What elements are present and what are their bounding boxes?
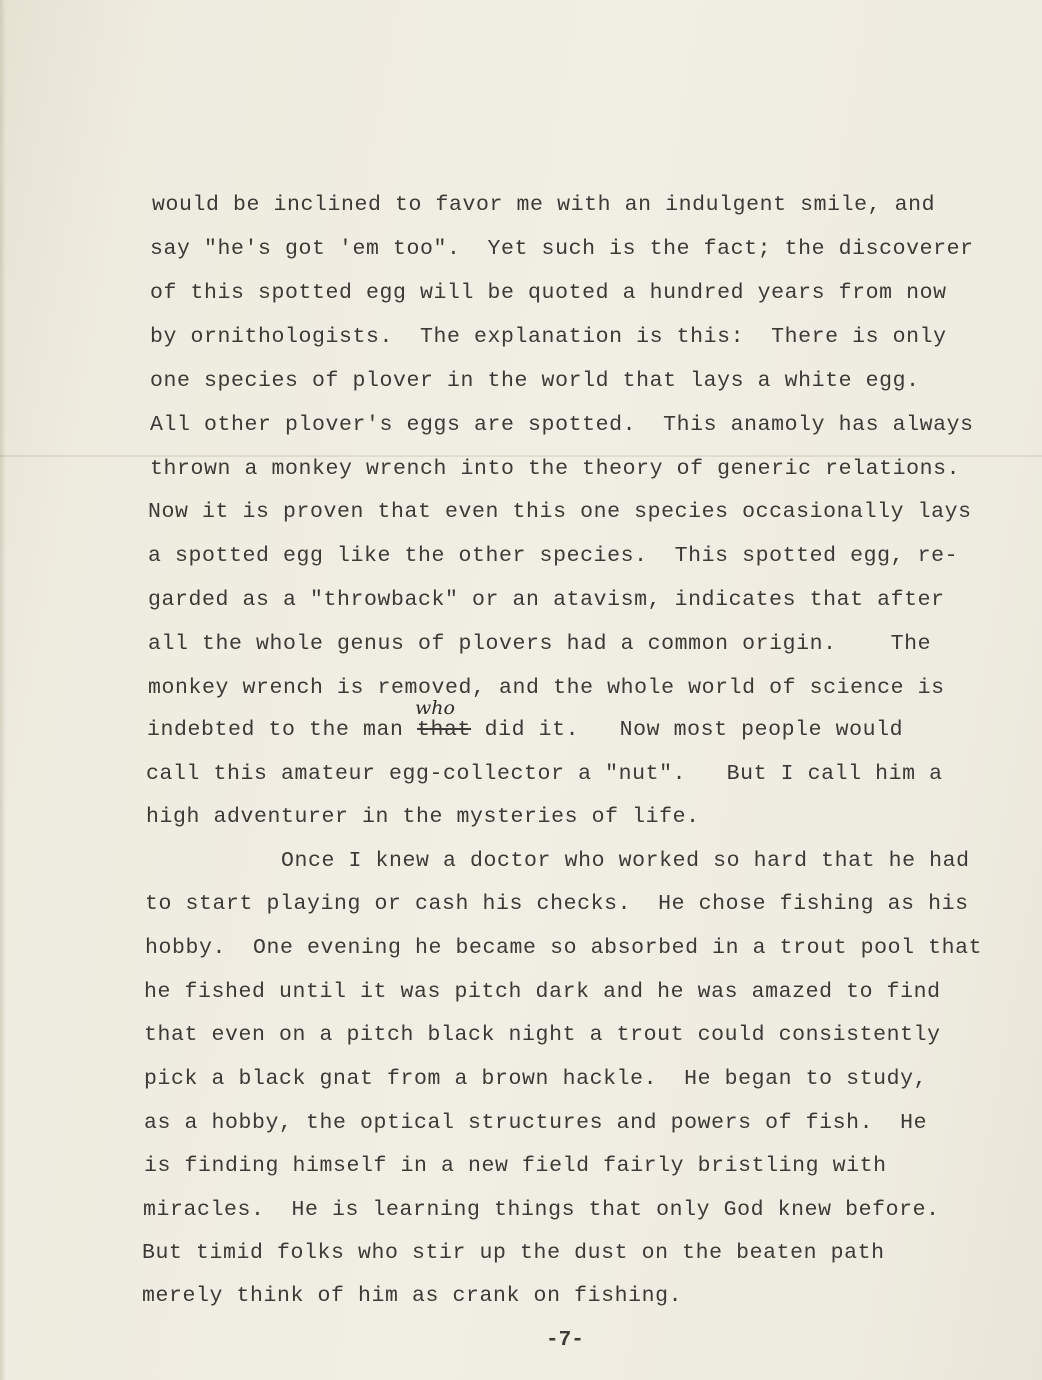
- text-line-12: monkey wrench is removed, and the whole world of science is: [148, 676, 945, 700]
- corrected-line-before: indebted to the man: [147, 718, 418, 742]
- struck-word-text: that: [417, 718, 472, 742]
- text-line-25: But timid folks who stir up the dust on the beaten path: [142, 1241, 885, 1265]
- text-line-10: garded as a "throwback" or an atavism, indicates that after: [148, 588, 945, 612]
- paper-edge-shadow: [0, 0, 6, 1380]
- text-line-26: merely think of him as crank on fishing.: [142, 1284, 683, 1308]
- corrected-line-after: did it. Now most people would: [471, 718, 904, 742]
- text-line-19: he fished until it was pitch dark and he was amazed to find: [144, 980, 941, 1004]
- text-line-8: Now it is proven that even this one species occasionally lays: [148, 500, 972, 524]
- struck-word: [415, 697, 472, 743]
- text-line-4: by ornithologists. The explanation is this: There is only: [150, 325, 947, 349]
- text-line-5: one species of plover in the world that lays a white egg.: [150, 369, 920, 393]
- text-line-16: Once I knew a doctor who worked so hard that he had: [146, 849, 970, 873]
- text-line-21: pick a black gnat from a brown hackle. He began to study,: [144, 1067, 928, 1091]
- text-line-15: high adventurer in the mysteries of life.: [146, 805, 700, 829]
- text-line-7: thrown a monkey wrench into the theory of generic relations.: [150, 457, 961, 481]
- text-line-3: of this spotted egg will be quoted a hundred years from now: [150, 281, 947, 305]
- text-line-14: call this amateur egg-collector a "nut". But I call him a: [146, 762, 943, 786]
- text-line-2: say "he's got 'em too". Yet such is the fact; the discoverer: [150, 237, 974, 261]
- text-line-13-corrected: [147, 697, 904, 743]
- text-line-22: as a hobby, the optical structures and powers of fish. He: [144, 1111, 928, 1135]
- text-line-23: is finding himself in a new field fairly bristling with: [144, 1154, 887, 1178]
- text-line-20: that even on a pitch black night a trout could consistently: [144, 1023, 941, 1047]
- text-line-9: a spotted egg like the other species. This spotted egg, re-: [148, 544, 959, 568]
- text-line-1: would be inclined to favor me with an indulgent smile, and: [152, 193, 936, 217]
- page-number: -7-: [546, 1329, 584, 1352]
- text-line-18: hobby. One evening he became so absorbed in a trout pool that: [145, 936, 983, 960]
- text-line-17: to start playing or cash his checks. He chose fishing as his: [145, 892, 969, 916]
- text-line-11: all the whole genus of plovers had a common origin. The: [148, 632, 932, 656]
- handwritten-insertion: who: [415, 697, 455, 719]
- text-line-6: All other plover's eggs are spotted. This anamoly has always: [150, 413, 974, 437]
- text-line-24: miracles. He is learning things that only God knew before.: [143, 1198, 940, 1222]
